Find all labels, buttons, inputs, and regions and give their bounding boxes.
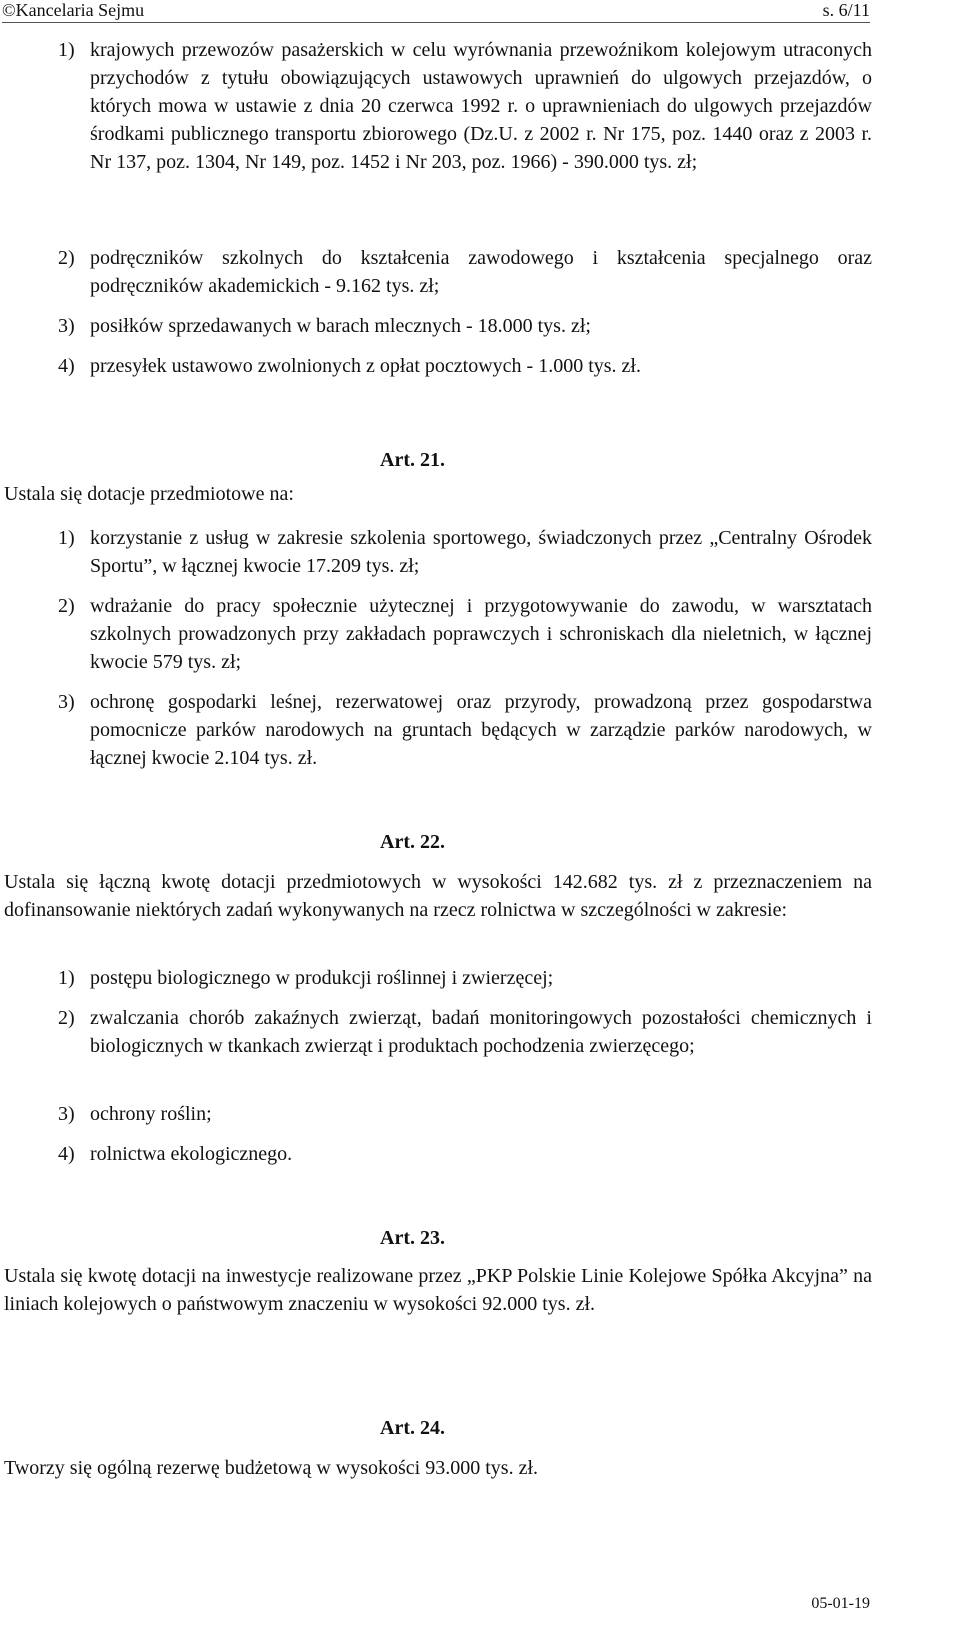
- list-item: [58, 964, 872, 992]
- footer-date-code: 05-01-19: [811, 1595, 870, 1612]
- list-item-text: wdrażanie do pracy społecznie użytecznej i przygotowywanie do zawodu, w warsztatach szkolnych prowadzonych przy zakładach poprawczych i schroniskach dla nieletnich, w łącznej kwocie 579 tys. zł;: [90, 595, 872, 673]
- list-item-text: podręczników szkolnych do kształcenia zawodowego i kształcenia specjalnego oraz podręczników akademickich - 9.162 tys. zł;: [90, 247, 872, 297]
- list-item-text: zwalczania chorób zakaźnych zwierząt, badań monitoringowych pozostałości chemicznych i biologicznych w tkankach zwierząt i produktach pochodzenia zwierzęcego;: [90, 1007, 872, 1057]
- list-item-text: rolnictwa ekologicznego.: [90, 1143, 293, 1165]
- list-item: [58, 36, 872, 176]
- list-item-number: 1): [58, 39, 75, 61]
- list-item-text: przesyłek ustawowo zwolnionych z opłat pocztowych - 1.000 tys. zł.: [90, 355, 641, 377]
- list-item-text: ochronę gospodarki leśnej, rezerwatowej oraz przyrody, prowadzoną przez gospodarstwa pomocnicze parków narodowych na gruntach będących w zarządzie parków narodowych, w łącznej kwocie 2.104 tys. zł.: [90, 691, 872, 769]
- article-text: Tworzy się ogólną rezerwę budżetową w wysokości 93.000 tys. zł.: [4, 1457, 539, 1479]
- article-intro: Ustala się dotacje przedmiotowe na:: [4, 483, 294, 505]
- list-item: [58, 1004, 872, 1060]
- list-item-number: 3): [58, 315, 75, 337]
- list-item-text: ochrony roślin;: [90, 1103, 212, 1125]
- copyright-label: ©Kancelaria Sejmu: [2, 0, 145, 20]
- list-item: [58, 312, 872, 340]
- list-item-number: 4): [58, 1143, 75, 1165]
- list-item-number: 1): [58, 527, 75, 549]
- page-number: s. 6/11: [822, 0, 870, 20]
- list-item: [58, 592, 872, 676]
- list-item-text: posiłków sprzedawanych w barach mlecznych - 18.000 tys. zł;: [90, 315, 591, 337]
- list-item-text: krajowych przewozów pasażerskich w celu wyrównania przewoźnikom kolejowym utraconych przychodów z tytułu obowiązujących ustawowych uprawnień do ulgowych przejazdów, o których mowa w ustawie z dnia 20 czerwca 1992 r. o uprawnieniach do ulgowych przejazdów środkami publicznego transportu zbiorowego (Dz.U. z 2002 r. Nr 175, poz. 1440 oraz z 2003 r. Nr 137, poz. 1304, Nr 149, poz. 1452 i Nr 203, poz. 1966) - 390.000 tys. zł;: [90, 39, 872, 173]
- list-item: [58, 524, 872, 580]
- list-item-number: 2): [58, 247, 75, 269]
- article-heading: Art. 21.: [380, 449, 445, 471]
- article-intro: Ustala się łączną kwotę dotacji przedmiotowych w wysokości 142.682 tys. zł z przeznaczeniem na dofinansowanie niektórych zadań wykonywanych na rzecz rolnictwa w szczególności w zakresie:: [4, 871, 872, 921]
- list-item: [58, 244, 872, 300]
- list-item-number: 3): [58, 1103, 75, 1125]
- list-item-number: 4): [58, 355, 75, 377]
- list-item: [58, 1100, 872, 1128]
- article-heading: Art. 23.: [380, 1227, 445, 1249]
- article-heading: Art. 22.: [380, 831, 445, 853]
- article-heading: Art. 24.: [380, 1417, 445, 1439]
- list-item: [58, 1140, 872, 1168]
- list-item-number: 2): [58, 1007, 75, 1029]
- list-item-number: 2): [58, 595, 75, 617]
- list-item: [58, 688, 872, 772]
- list-item-number: 1): [58, 967, 75, 989]
- list-item-text: korzystanie z usług w zakresie szkolenia sportowego, świadczonych przez „Centralny Ośrodek Sportu”, w łącznej kwocie 17.209 tys. zł;: [90, 527, 872, 577]
- list-item-number: 3): [58, 691, 75, 713]
- list-item-text: postępu biologicznego w produkcji roślinnej i zwierzęcej;: [90, 967, 554, 989]
- list-item: [58, 352, 872, 380]
- article-text: Ustala się kwotę dotacji na inwestycje realizowane przez „PKP Polskie Linie Kolejowe Spółka Akcyjna” na liniach kolejowych o państwowym znaczeniu w wysokości 92.000 tys. zł.: [4, 1265, 872, 1315]
